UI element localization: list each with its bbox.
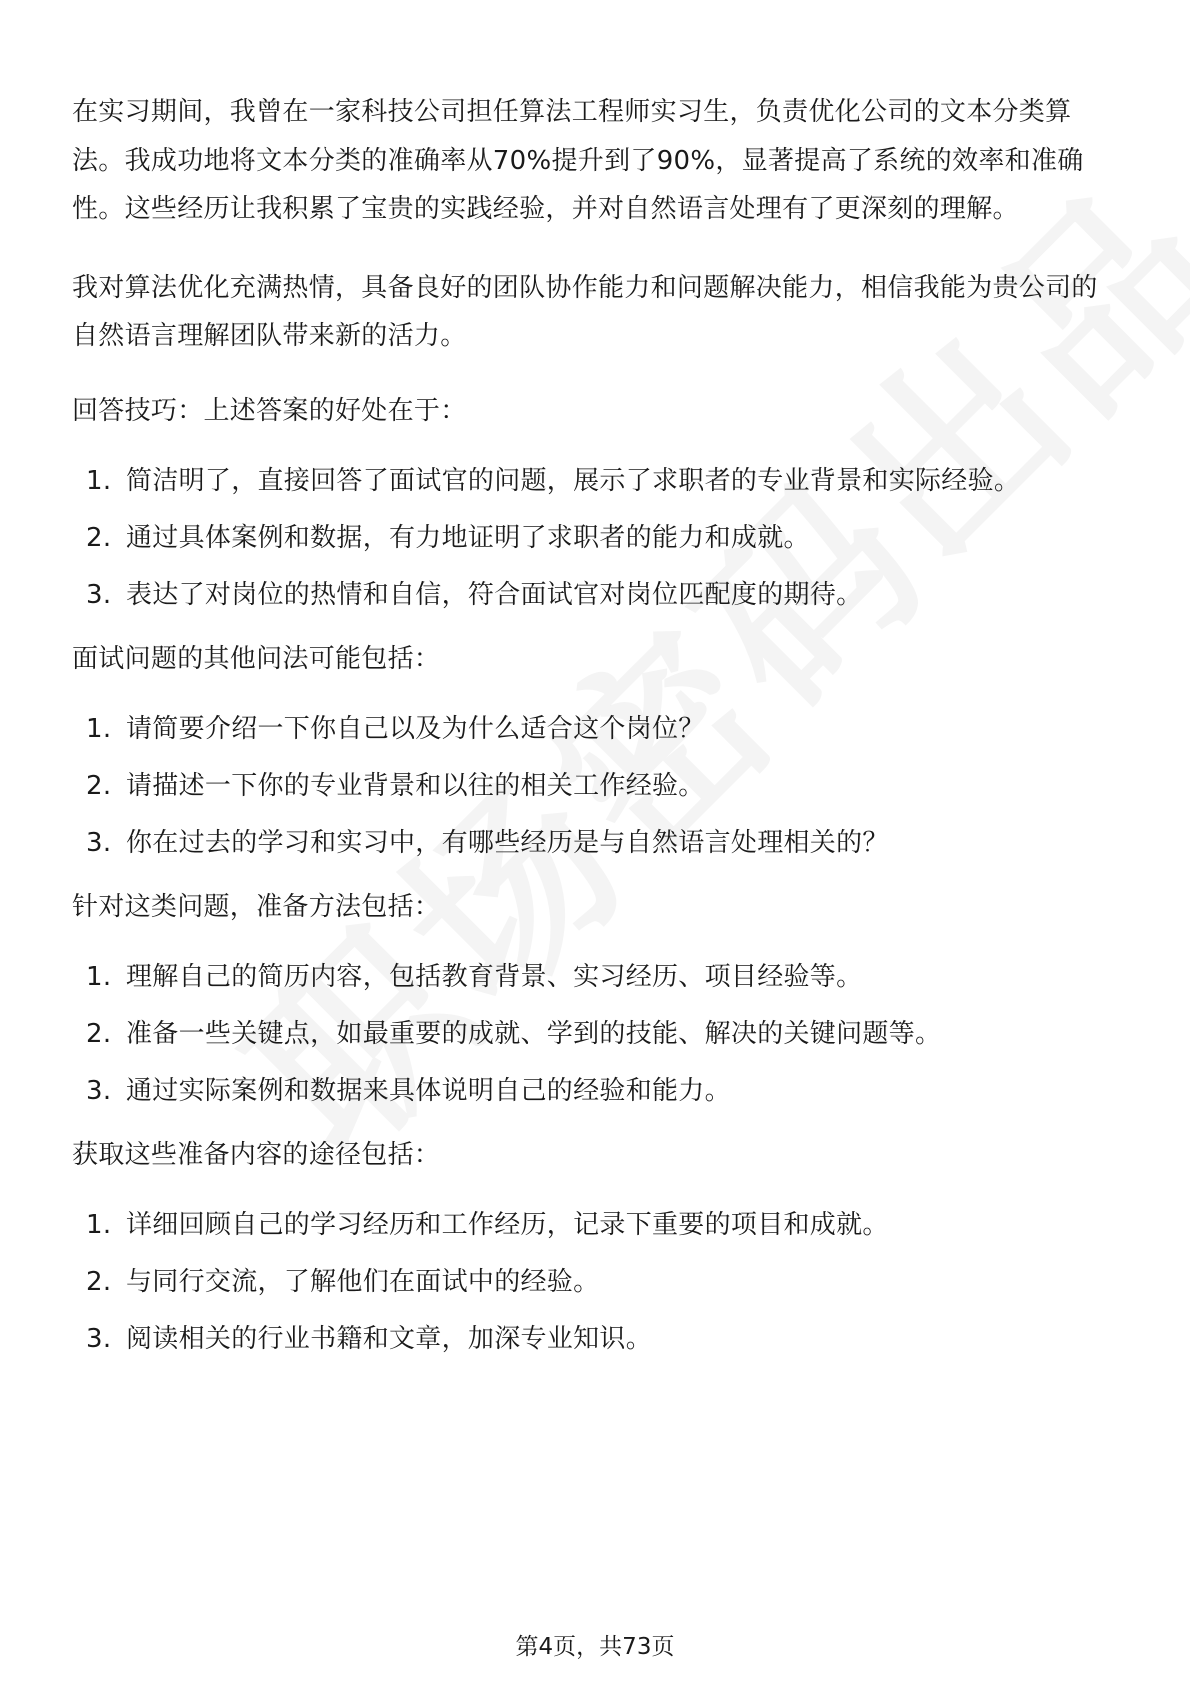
list-item-number: 2. [86, 522, 112, 553]
list-item-text: 你在过去的学习和实习中，有哪些经历是与自然语言处理相关的？ [126, 827, 889, 858]
list-item-text: 通过具体案例和数据，有力地证明了求职者的能力和成就。 [126, 522, 810, 553]
list-item-number: 3. [86, 1323, 112, 1354]
list-item-number: 1. [86, 713, 112, 744]
intro-paragraph-2: 我对算法优化充满热情，具备良好的团队协作能力和问题解决能力，相信我能为贵公司的自然语言理解团队带来新的活力。 [72, 272, 1098, 351]
list-item-number: 3. [86, 827, 112, 858]
section-heading-prep-methods: 针对这类问题，准备方法包括： [72, 891, 441, 922]
list-item [72, 1071, 1118, 1111]
list-item [72, 709, 1118, 749]
list-item [72, 1262, 1118, 1302]
list-item [72, 518, 1118, 558]
list-item-text: 请简要介绍一下你自己以及为什么适合这个岗位？ [126, 713, 705, 744]
list-item-text: 准备一些关键点，如最重要的成就、学到的技能、解决的关键问题等。 [126, 1018, 942, 1049]
list-item [72, 957, 1118, 997]
prep-methods-list [72, 957, 1118, 1111]
section-heading-alt-questions: 面试问题的其他问法可能包括： [72, 643, 441, 674]
page-content [72, 88, 1118, 1383]
list-item-number: 3. [86, 579, 112, 610]
list-item-number: 3. [86, 1075, 112, 1106]
list-item-text: 表达了对岗位的热情和自信，符合面试官对岗位匹配度的期待。 [126, 579, 863, 610]
list-item-text: 阅读相关的行业书籍和文章，加深专业知识。 [126, 1323, 653, 1354]
intro-paragraph-1: 在实习期间，我曾在一家科技公司担任算法工程师实习生，负责优化公司的文本分类算法。我成功地将文本分类的准确率从70%提升到了90%，显著提高了系统的效率和准确性。这些经历让我积累了宝贵的实践经验，并对自然语言处理有了更深刻的理解。 [72, 97, 1084, 224]
alt-questions-list [72, 709, 1118, 863]
list-item [72, 575, 1118, 615]
list-item-text: 简洁明了，直接回答了面试官的问题，展示了求职者的专业背景和实际经验。 [126, 465, 1021, 496]
list-item-number: 1. [86, 961, 112, 992]
answer-tips-list [72, 461, 1118, 615]
list-item-number: 2. [86, 1266, 112, 1297]
list-item-number: 1. [86, 465, 112, 496]
list-item-number: 1. [86, 1209, 112, 1240]
list-item [72, 1319, 1118, 1359]
list-item-number: 2. [86, 1018, 112, 1049]
list-item-text: 与同行交流，了解他们在面试中的经验。 [126, 1266, 600, 1297]
list-item-text: 请描述一下你的专业背景和以往的相关工作经验。 [126, 770, 705, 801]
list-item [72, 766, 1118, 806]
prep-sources-list [72, 1205, 1118, 1359]
section-heading-prep-sources: 获取这些准备内容的途径包括： [72, 1139, 441, 1170]
list-item [72, 1205, 1118, 1245]
list-item-text: 理解自己的简历内容，包括教育背景、实习经历、项目经验等。 [126, 961, 863, 992]
list-item-text: 通过实际案例和数据来具体说明自己的经验和能力。 [126, 1075, 731, 1106]
list-item [72, 1014, 1118, 1054]
list-item-text: 详细回顾自己的学习经历和工作经历，记录下重要的项目和成就。 [126, 1209, 889, 1240]
list-item [72, 461, 1118, 501]
page-number: 第4页，共73页 [515, 1634, 675, 1660]
section-heading-answer-tips: 回答技巧：上述答案的好处在于： [72, 395, 467, 426]
list-item-number: 2. [86, 770, 112, 801]
list-item [72, 823, 1118, 863]
